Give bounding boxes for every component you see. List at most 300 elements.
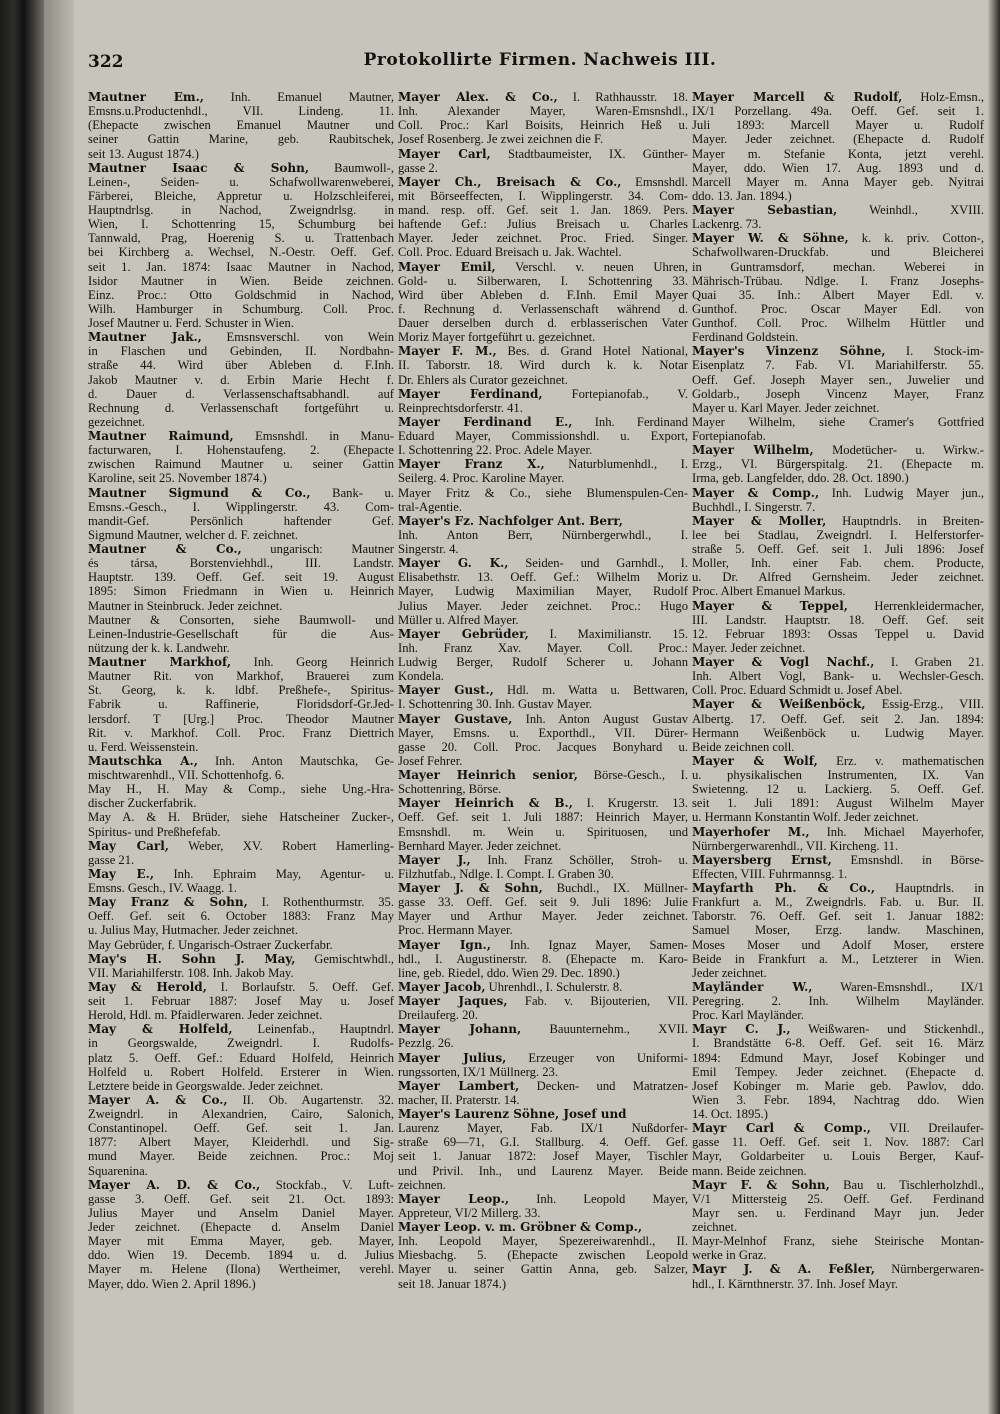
firm-name: Mayer W. & Söhne, [692, 231, 849, 246]
firm-name: May & Herold, [88, 979, 207, 994]
entry-line [692, 443, 984, 457]
entry-line [398, 655, 688, 669]
entry-text: hdl., I. Kärnthnerstr. 37. Inh. Josef Mayr. [692, 1276, 899, 1291]
firm-name: Mayer Carl, [398, 146, 491, 161]
directory-entry [692, 1022, 984, 1121]
entry-text: Weber, XV. Robert Hamerling- [168, 838, 394, 853]
entry-line [88, 994, 394, 1008]
entry-text: Taborstr. 76. Oeff. Gef. seit 1. Januar 1882: [692, 909, 984, 924]
entry-line [692, 909, 984, 923]
entry-line [88, 288, 394, 302]
entry-line [692, 1192, 984, 1206]
entry-text: May H., H. May & Comp., siehe Ung.-Hra- [88, 782, 394, 797]
entry-line [398, 189, 688, 203]
entry-line [398, 288, 688, 302]
entry-text: Inh. Franz Xav. Mayer. Coll. Proc.: [398, 640, 688, 655]
entry-line [692, 980, 984, 994]
directory-entry [398, 1192, 688, 1220]
entry-text: Hauptndrlsg. in Nachod, Zweigndrlsg. in [88, 203, 394, 217]
entry-text: Jeder zeichnet. (Ehepacte d. Anselm Daniel [88, 1220, 394, 1234]
entry-line [398, 118, 688, 132]
entry-text: Coll. Proc.: Karl Boisits, Heinrich Heß u. [398, 118, 688, 133]
entry-line [88, 627, 394, 641]
directory-entry [88, 486, 394, 543]
entry-text: Coll. Proc. Eduard Schmidt u. Josef Abel. [692, 683, 903, 698]
directory-entry [398, 175, 688, 260]
entry-line [692, 1277, 984, 1291]
entry-text: 1894: Edmund Mayr, Josef Kobinger und [692, 1050, 984, 1065]
entry-text: Mayer u. seiner Gattin Anna, geb. Salzer, [398, 1262, 688, 1277]
entry-text: Dauer derselben durch d. erblasserischen Vater [398, 316, 688, 330]
entry-line [88, 217, 394, 231]
entry-text: Oeff. Gef. seit 1. Juli 1887: Heinrich Mayer, [398, 810, 688, 825]
entry-line [692, 1178, 984, 1192]
firm-name: Mayer Julius, [398, 1050, 507, 1065]
entry-text: Josef Kobinger m. Marie geb. Pawlov, ddo. [692, 1078, 984, 1093]
entry-line [88, 1192, 394, 1206]
entry-line [88, 980, 394, 994]
entry-text: mand. resp. off. Gef. seit 1. Jan. 1869. Pers. [398, 203, 688, 217]
entry-text: Hauptndrls. in [875, 881, 984, 895]
entry-text: Fabrik u. Raffinerie, Floridsdorf-Gr.Jed- [88, 697, 394, 712]
entry-line [398, 443, 688, 457]
entry-line [88, 556, 394, 570]
entry-text: straße 69—71, G.I. Stallburg. 4. Oeff. Gef. [398, 1135, 688, 1150]
entry-line [692, 1234, 984, 1248]
entry-line [88, 1065, 394, 1079]
entry-text: Mayr, Goldarbeiter u. Louis Berger, Kauf- [692, 1149, 984, 1164]
entry-line [398, 1277, 688, 1291]
directory-entry [692, 1121, 984, 1178]
entry-line [88, 1220, 394, 1234]
entry-text: May Gebrüder, f. Ungarisch-Ostraer Zuckerfabr. [88, 937, 333, 952]
firm-name: Mayr J. & A. Feßler, [692, 1262, 875, 1277]
directory-entry [88, 938, 394, 952]
directory-entry [692, 754, 984, 825]
entry-line [692, 175, 984, 189]
entry-line [692, 923, 984, 937]
entry-line [398, 584, 688, 598]
entry-line [88, 853, 394, 867]
entry-line [88, 641, 394, 655]
entry-line [692, 528, 984, 542]
entry-text: Herrenkleidermacher, [847, 598, 984, 613]
entry-line [88, 302, 394, 316]
firm-name: Mayer's Fz. Nachfolger Ant. Berr, [398, 513, 623, 528]
entry-line [398, 1192, 688, 1206]
entry-line [692, 415, 984, 429]
directory-entry [692, 1178, 984, 1235]
entry-text: Bau u. Tischlerholzhdl., [829, 1177, 984, 1192]
entry-text: Emsns.u.Productenhdl., VII. Lindeng. 11. [88, 104, 394, 119]
directory-entry [88, 613, 394, 655]
directory-entry [692, 415, 984, 443]
entry-line [398, 373, 688, 387]
entry-line [692, 104, 984, 118]
entry-text: ddo. Wien 19. Decemb. 1894 u. d. Julius [88, 1248, 394, 1263]
entry-text: Färberei, Bleiche, Appretur u. Holzschleiferei, [88, 188, 394, 203]
entry-text: Seiden- und Garnhdl., I. [508, 556, 688, 571]
entry-text: Leinen-, Seiden- u. Schafwollwarenweberei, [88, 174, 394, 189]
entry-line [88, 839, 394, 853]
firm-name: Mautschka A., [88, 753, 198, 768]
entry-text: u. Julius May, Hutmacher. Jeder zeichnet. [88, 923, 299, 938]
entry-text: Jakob Mautner v. d. Erbin Marie Hecht f. [88, 372, 394, 387]
firm-name: Mayländer W., [692, 979, 813, 994]
entry-line [692, 231, 984, 245]
entry-text: Mautner Rit. von Markhof, Brauerei zum [88, 669, 394, 684]
entry-text: Buchhdl., I. Singerstr. 7. [692, 499, 816, 514]
entry-line [398, 1022, 688, 1036]
entry-text: discher Zuckerfabrik. [88, 796, 197, 811]
entry-text: Mayer Fritz & Co., siehe Blumenspulen-Cen- [398, 485, 688, 500]
entry-text: Beide in Frankfurt a. M., Letzterer in Wien. [692, 951, 984, 966]
entry-text: mandit-Gef. Persönlich haftender Gef. [88, 513, 394, 528]
entry-line [88, 584, 394, 598]
entry-text: Mayer. Jeder zeichnet. (Ehepacte d. Rudolf [692, 132, 984, 147]
entry-line [88, 373, 394, 387]
directory-entry [88, 1093, 394, 1178]
directory-entry [692, 825, 984, 853]
entry-text: Emsns. Gesch., IV. Waagg. 1. [88, 881, 237, 895]
entry-text: I. Schottenring 22. Proc. Adele Mayer. [398, 443, 593, 458]
entry-text: Beide zeichnen coll. [692, 739, 795, 754]
entry-line [88, 231, 394, 245]
entry-line [398, 669, 688, 683]
entry-text: Erz. v. mathematischen [817, 753, 984, 768]
entry-line [88, 245, 394, 259]
entry-text: Karoline, seit 25. November 1874.) [88, 471, 267, 486]
entry-line [88, 754, 394, 768]
directory-entry [398, 344, 688, 386]
firm-name: Mayer & Wolf, [692, 753, 818, 768]
entry-line [88, 528, 394, 542]
directory-entry [88, 867, 394, 895]
entry-line [88, 1107, 394, 1121]
firm-name: Mayer Ch., Breisach & Co., [398, 174, 622, 189]
entry-line [88, 655, 394, 669]
directory-entry [692, 881, 984, 980]
entry-text: Emsnshdl. in Börse- [831, 852, 984, 867]
entry-line [88, 316, 394, 330]
entry-line [398, 514, 688, 528]
entry-text: Pezzlg. 26. [398, 1036, 454, 1051]
entry-line [692, 302, 984, 316]
entry-text: I. Brandstätte 6-8. Oeff. Gef. seit 16. März [692, 1036, 984, 1051]
entry-line [692, 429, 984, 443]
entry-text: k. k. priv. Cotton-, [848, 231, 984, 246]
entry-text: zeichnen. [398, 1177, 446, 1192]
firm-name: Mautner Sigmund & Co., [88, 485, 311, 500]
entry-text: Moriz Mayer fortgeführt u. gezeichnet. [398, 330, 596, 345]
firm-name: Mayer J. & Sohn, [398, 881, 543, 895]
entry-line [88, 613, 394, 627]
entry-text: (Ehepacte zwischen Emanuel Mautner und [88, 118, 394, 133]
entry-line [88, 457, 394, 471]
entry-line [398, 330, 688, 344]
firm-name: Mayer & Vogl Nachf., [692, 655, 875, 669]
entry-text: Stockfab., V. Luft- [260, 1177, 394, 1192]
entry-text: Inh. Ephraim May, Agentur- u. [154, 866, 394, 881]
entry-line [88, 697, 394, 711]
firm-name: Mayer Leop., [398, 1191, 510, 1206]
entry-text: Reinprechtsdorferstr. 41. [398, 400, 523, 415]
entry-line [692, 1248, 984, 1262]
entry-text: Oeff. Gef. Joseph Mayer sen., Juwelier und [692, 372, 984, 387]
firm-name: Mayer Marcell & Rudolf, [692, 90, 903, 104]
entry-text: gezeichnet. [88, 414, 145, 429]
directory-entry [692, 697, 984, 754]
entry-line [692, 217, 984, 231]
entry-line [398, 599, 688, 613]
entry-line [692, 147, 984, 161]
entry-line [692, 740, 984, 754]
entry-line [88, 443, 394, 457]
firm-name: Mautner Em., [88, 90, 204, 104]
entry-line [88, 1008, 394, 1022]
entry-line [692, 1107, 984, 1121]
firm-name: May Franz & Sohn, [88, 895, 248, 910]
entry-text: hdl., I. Augustinerstr. 8. (Ehepacte m. Karo- [398, 951, 688, 966]
entry-line [398, 1107, 688, 1121]
entry-text: Mautner in Steinbruck. Jeder zeichnet. [88, 598, 283, 613]
entry-line [692, 274, 984, 288]
entry-line [88, 542, 394, 556]
entry-line [692, 1262, 984, 1276]
entry-text: Decken- und Matratzen- [519, 1078, 688, 1093]
entry-line [88, 147, 394, 161]
firm-name: Mayer Johann, [398, 1022, 522, 1037]
entry-line [692, 245, 984, 259]
entry-text: Modetücher- u. Wirkw.- [813, 443, 984, 458]
entry-line [692, 570, 984, 584]
entry-text: Hdl. m. Watta u. Bettwaren, [493, 683, 688, 698]
firm-name: Mayer Sebastian, [692, 203, 838, 217]
entry-line [88, 189, 394, 203]
entry-line [692, 768, 984, 782]
entry-text: Schafwollwaren-Druckfab. und Bleicherei [692, 245, 984, 260]
entry-text: Uhrenhdl., I. Schulerstr. 8. [485, 979, 623, 994]
entry-text: Mayer, ddo. Wien 2. April 1896.) [88, 1276, 256, 1291]
entry-text: Mayer. Jeder zeichnet. [692, 640, 806, 655]
entry-text: in Flaschen und Gebinden, II. Nordbahn- [88, 344, 394, 359]
entry-line [692, 599, 984, 613]
entry-line [88, 1248, 394, 1262]
entry-text: Emsnsverschl. von Wein [201, 330, 394, 345]
entry-text: Frankfurt a. M., Zweigndrls. Fab. u. Bur. II. [692, 895, 984, 910]
entry-text: platz 5. Oeff. Gef.: Eduard Holfeld, Heinrich [88, 1050, 394, 1065]
entry-text: Rit. v. Markhof. Coll. Proc. Franz Diettrich [88, 725, 394, 740]
entry-line [692, 627, 984, 641]
entry-text: Mayer m. Stefanie Konta, jetzt verehl. [692, 146, 984, 161]
entry-line [692, 161, 984, 175]
directory-entry [398, 994, 688, 1022]
entry-text: gasse 21. [88, 852, 135, 867]
entry-line [692, 1022, 984, 1036]
entry-text: in Georgswalde, Zweigndrl. I. Rudolfs- [88, 1036, 394, 1051]
firm-name: Mayer G. K., [398, 556, 509, 571]
entry-line [692, 1135, 984, 1149]
entry-line [692, 486, 984, 500]
entry-text: Oeff. Gef. seit 6. October 1883: Franz May [88, 909, 394, 924]
entry-text: Sigmund Mautner, welcher d. F. zeichnet. [88, 527, 299, 542]
entry-text: Squarenina. [88, 1163, 148, 1178]
entry-line [692, 387, 984, 401]
entry-text: 14. Oct. 1895.) [692, 1107, 768, 1121]
entry-line [88, 740, 394, 754]
entry-line [692, 260, 984, 274]
column-1 [88, 90, 394, 1291]
firm-name: Mayerhofer M., [692, 824, 810, 839]
entry-text: Inh. Georg Heinrich [231, 655, 394, 669]
entry-text: Inh. Anton Berr, Nürnbergerwhdl., I. [398, 527, 688, 542]
entry-text: Proc. Hermann Mayer. [398, 923, 513, 938]
entry-text: macher, II. Praterstr. 14. [398, 1092, 520, 1107]
firm-name: Mayer Ferdinand, [398, 386, 543, 401]
entry-line [692, 584, 984, 598]
entry-text: Constantinopel. Oeff. Gef. seit 1. Jan. [88, 1121, 394, 1136]
entry-text: V/1 Mittersteig 25. Oeff. Gef. Ferdinand [692, 1191, 984, 1206]
entry-line [398, 415, 688, 429]
entry-text: I. Stock-im- [885, 344, 984, 359]
directory-entry [398, 712, 688, 769]
entry-line [398, 161, 688, 175]
entry-text: Elisabethstr. 13. Oeff. Gef.: Wilhelm Moriz [398, 570, 688, 585]
entry-text: Mayer und Arthur Mayer. Jeder zeichnet. [398, 909, 688, 924]
entry-text: Hermann Weißenböck u. Ludwig Mayer. [692, 725, 984, 740]
directory-entry [398, 796, 688, 853]
entry-line [398, 260, 688, 274]
directory-entry [88, 330, 394, 429]
directory-entry [692, 853, 984, 881]
firm-name: Mayer Wilhelm, [692, 443, 814, 458]
entry-text: Inh. Anton August Gustav [512, 711, 688, 726]
entry-text: Inh. Franz Schöller, Stroh- u. [470, 852, 688, 867]
directory-entry [88, 980, 394, 1022]
directory-entry [398, 881, 688, 938]
entry-line [398, 1164, 688, 1178]
entry-line [88, 895, 394, 909]
entry-line [692, 542, 984, 556]
entry-text: Mayer, ddo. Wien 17. Aug. 1893 und d. [692, 160, 984, 175]
entry-line [88, 471, 394, 485]
entry-line [692, 641, 984, 655]
directory-entry [88, 1178, 394, 1291]
entry-line [88, 514, 394, 528]
firm-name: Mayer Emil, [398, 259, 496, 274]
firm-name: Mayer Jaques, [398, 994, 508, 1008]
firm-name: Mayer Ign., [398, 937, 491, 952]
directory-entry [398, 415, 688, 457]
entry-line [398, 302, 688, 316]
entry-text: Mautner & Consorten, siehe Baumwoll- und [88, 612, 394, 627]
entry-line [398, 1262, 688, 1276]
firm-name: May & Holfeld, [88, 1022, 233, 1037]
entry-text: Josef Mautner u. Ferd. Schuster in Wien. [88, 316, 294, 330]
firm-name: Mayfarth Ph. & Co., [692, 881, 876, 895]
entry-text: Swietenng. 12 u. Lackierg. 5. Oeff. Gef. [692, 782, 984, 797]
entry-text: rungssorten, IX/1 Müllnerg. 23. [398, 1064, 558, 1079]
entry-line [692, 966, 984, 980]
entry-text: Spiritus- und Preßhefefab. [88, 824, 221, 839]
entry-line [88, 1051, 394, 1065]
firm-name: Mayer & Teppel, [692, 598, 848, 613]
entry-text: ddo. 13. Jan. 1894.) [692, 188, 792, 203]
firm-name: Mayer Lambert, [398, 1078, 520, 1093]
entry-line [88, 274, 394, 288]
entry-text: Nürnbergerwaren- [875, 1262, 984, 1277]
directory-entry [398, 514, 688, 556]
entry-line [398, 528, 688, 542]
entry-line [88, 1149, 394, 1163]
page-title: Protokollirte Firmen. Nachweis III. [363, 50, 717, 70]
entry-line [692, 613, 984, 627]
directory-entry [88, 952, 394, 980]
entry-line [88, 1277, 394, 1291]
entry-text: Peregring. 2. Inh. Wilhelm Mayländer. [692, 994, 984, 1008]
directory-entry [398, 260, 688, 345]
directory-entry [398, 90, 688, 147]
entry-text: VII. Mariahilferstr. 108. Inh. Jakob May. [88, 965, 294, 980]
firm-name: Mautner Raimund, [88, 429, 234, 443]
entry-line [692, 1051, 984, 1065]
entry-line [692, 839, 984, 853]
entry-text: seit 1. Jan. 1874: Isaac Mautner in Nachod, [88, 259, 394, 274]
directory-entry [398, 1220, 688, 1291]
entry-text: gasse 20. Coll. Proc. Jacques Bonyhard u. [398, 739, 688, 754]
entry-text: Samuel Moser, Erzg. landw. Maschinen, [692, 923, 984, 938]
entry-line [398, 613, 688, 627]
entry-line [692, 358, 984, 372]
entry-line [88, 796, 394, 810]
entry-text: Zweigndrl. in Alexandrien, Cairo, Salonich, [88, 1107, 394, 1121]
entry-text: haftende Gef.: Julius Breisach u. Charles [398, 217, 688, 232]
entry-text: 1877: Albert Mayer, Kleiderhdl. und Sig- [88, 1135, 394, 1150]
directory-entry [398, 1079, 688, 1107]
entry-line [398, 641, 688, 655]
entry-line [692, 288, 984, 302]
firm-name: Mayer Gebrüder, [398, 626, 529, 641]
entry-line [692, 132, 984, 146]
entry-text: gasse 11. Oeff. Gef. seit 1. Nov. 1887: Carl [692, 1135, 984, 1150]
entry-line [88, 782, 394, 796]
entry-text: May A. & H. Brüder, siehe Hatscheiner Zucker-, [88, 810, 394, 825]
entry-text: u. Ferd. Weissenstein. [88, 739, 199, 754]
entry-line [398, 853, 688, 867]
entry-text: gasse 3. Oeff. Gef. seit 21. Oct. 1893: [88, 1191, 394, 1206]
entry-text: I. Maximilianstr. 15. [528, 626, 688, 641]
entry-text: Juli 1893: Marcell Mayer u. Rudolf [692, 118, 984, 133]
entry-line [398, 401, 688, 415]
entry-text: u. Dr. Alfred Gernsheim. Jeder zeichnet. [692, 570, 984, 585]
entry-text: mischtwarenhdl., VII. Schottenhofg. 6. [88, 768, 285, 782]
entry-line [692, 697, 984, 711]
entry-text: Ludwig Berger, Rudolf Scherer u. Johann [398, 655, 688, 669]
entry-text: werke in Graz. [692, 1248, 767, 1263]
firm-name: Mayersberg Ernst, [692, 852, 832, 867]
entry-text: Inh. Emanuel Mautner, [203, 90, 394, 104]
entry-text: Waren-Emsnshdl., IX/1 [812, 979, 984, 994]
entry-text: I. Schottenring 30. Inh. Gustav Mayer. [398, 697, 593, 712]
entry-text: Gemischtwhdl., [295, 951, 394, 966]
entry-text: St. Georg, k. k. ldbf. Preßhefe-, Spiritus- [88, 683, 394, 698]
entry-line [88, 1164, 394, 1178]
entry-line [398, 429, 688, 443]
entry-text: Fortepianofab., V. [542, 386, 688, 401]
entry-line [398, 570, 688, 584]
book-binding-edge [0, 0, 44, 1414]
entry-text: és társa, Borstenviehhdl., III. Landstr. [88, 556, 394, 571]
